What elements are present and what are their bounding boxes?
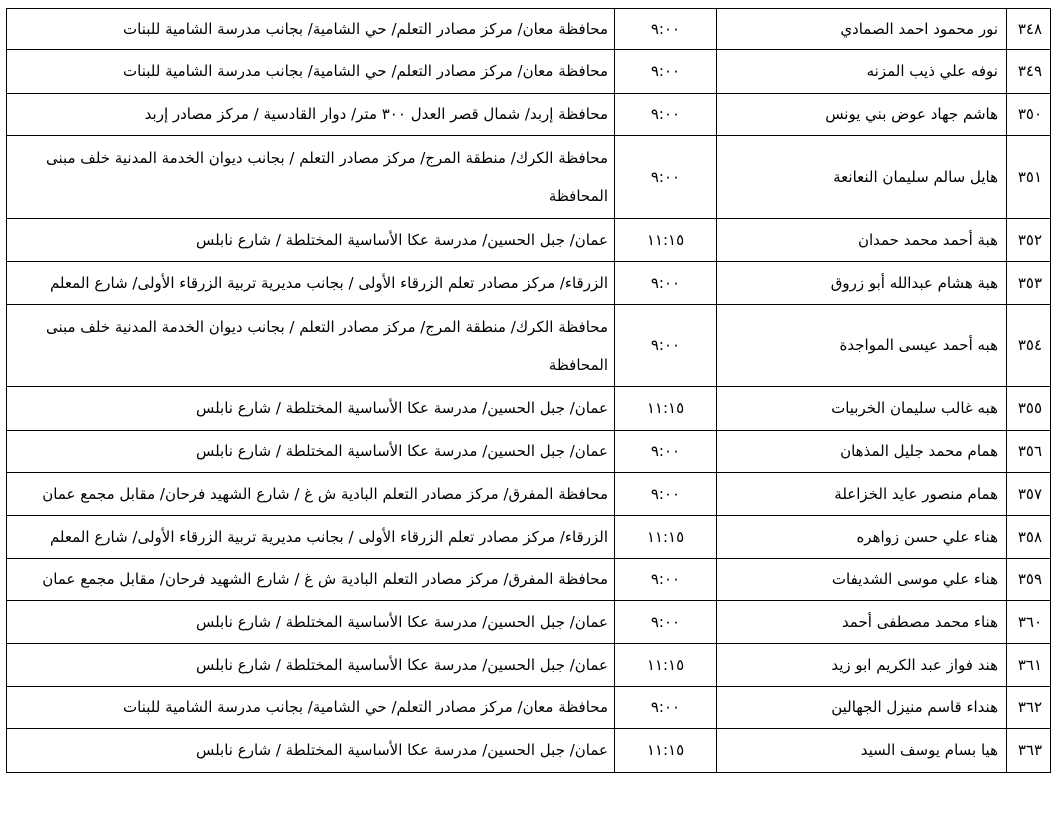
table-row [7, 9, 1051, 50]
candidate-name: هناء علي حسن زواهره [717, 516, 1007, 559]
exam-time: ١١:١٥ [615, 387, 717, 431]
table-row [7, 136, 1051, 219]
exam-time: ٩:٠٠ [615, 559, 717, 601]
table-row [7, 50, 1051, 94]
exam-time: ١١:١٥ [615, 729, 717, 773]
candidate-name: هبة أحمد محمد حمدان [717, 219, 1007, 262]
exam-location: محافظة المفرق/ مركز مصادر التعلم البادية ش غ / شارع الشهيد فرحان/ مقابل مجمع عمان [7, 559, 615, 601]
row-number: ٣٥١ [1007, 136, 1051, 219]
table-row [7, 559, 1051, 601]
exam-location: محافظة معان/ مركز مصادر التعلم/ حي الشامية/ بجانب مدرسة الشامية للبنات [7, 9, 615, 50]
candidate-name: هبه غالب سليمان الخربيات [717, 387, 1007, 431]
exam-location: الزرقاء/ مركز مصادر تعلم الزرقاء الأولى / بجانب مديرية تربية الزرقاء الأولى/ شارع المعلم [7, 262, 615, 305]
candidate-name: هايل سالم سليمان النعانعة [717, 136, 1007, 219]
exam-time: ٩:٠٠ [615, 50, 717, 94]
candidate-name: هبه أحمد عيسى المواجدة [717, 305, 1007, 387]
row-number: ٣٦٢ [1007, 687, 1051, 729]
exam-time: ٩:٠٠ [615, 9, 717, 50]
exam-location: عمان/ جبل الحسين/ مدرسة عكا الأساسية المختلطة / شارع نابلس [7, 644, 615, 687]
table-row [7, 516, 1051, 559]
candidate-name: هناء علي موسى الشديفات [717, 559, 1007, 601]
row-number: ٣٦٣ [1007, 729, 1051, 773]
row-number: ٣٥٧ [1007, 473, 1051, 516]
candidate-name: هبة هشام عبدالله أبو زروق [717, 262, 1007, 305]
table-row [7, 219, 1051, 262]
row-number: ٣٦١ [1007, 644, 1051, 687]
exam-location: عمان/ جبل الحسين/ مدرسة عكا الأساسية المختلطة / شارع نابلس [7, 219, 615, 262]
row-number: ٣٥٥ [1007, 387, 1051, 431]
exam-location: محافظة الكرك/ منطقة المرج/ مركز مصادر التعلم / بجانب ديوان الخدمة المدنية خلف مبنى المحافظة [7, 136, 615, 219]
exam-location: محافظة معان/ مركز مصادر التعلم/ حي الشامية/ بجانب مدرسة الشامية للبنات [7, 687, 615, 729]
row-number: ٣٥٢ [1007, 219, 1051, 262]
candidate-name: نوفه علي ذيب المزنه [717, 50, 1007, 94]
row-number: ٣٥٣ [1007, 262, 1051, 305]
row-number: ٣٦٠ [1007, 601, 1051, 644]
candidate-name: هناء محمد مصطفى أحمد [717, 601, 1007, 644]
exam-location: عمان/ جبل الحسين/ مدرسة عكا الأساسية المختلطة / شارع نابلس [7, 729, 615, 773]
table-row [7, 262, 1051, 305]
table-row [7, 94, 1051, 136]
exam-location: محافظة معان/ مركز مصادر التعلم/ حي الشامية/ بجانب مدرسة الشامية للبنات [7, 50, 615, 94]
row-number: ٣٤٨ [1007, 9, 1051, 50]
exam-time: ١١:١٥ [615, 516, 717, 559]
exam-location: محافظة إربد/ شمال قصر العدل ٣٠٠ متر/ دوار القادسية / مركز مصادر إربد [7, 94, 615, 136]
candidate-name: هنداء قاسم منيزل الجهالين [717, 687, 1007, 729]
exam-time: ١١:١٥ [615, 219, 717, 262]
table-row [7, 644, 1051, 687]
table-row [7, 729, 1051, 773]
row-number: ٣٥٦ [1007, 431, 1051, 473]
exam-location: عمان/ جبل الحسين/ مدرسة عكا الأساسية المختلطة / شارع نابلس [7, 601, 615, 644]
row-number: ٣٤٩ [1007, 50, 1051, 94]
exam-time: ٩:٠٠ [615, 262, 717, 305]
table-row [7, 387, 1051, 431]
candidate-name: همام منصور عايد الخزاعلة [717, 473, 1007, 516]
exam-time: ٩:٠٠ [615, 687, 717, 729]
table-row [7, 473, 1051, 516]
exam-time: ٩:٠٠ [615, 305, 717, 387]
exam-location: محافظة الكرك/ منطقة المرج/ مركز مصادر التعلم / بجانب ديوان الخدمة المدنية خلف مبنى المحافظة [7, 305, 615, 387]
table-row [7, 305, 1051, 387]
exam-location: عمان/ جبل الحسين/ مدرسة عكا الأساسية المختلطة / شارع نابلس [7, 431, 615, 473]
exam-time: ١١:١٥ [615, 644, 717, 687]
exam-time: ٩:٠٠ [615, 431, 717, 473]
exam-time: ٩:٠٠ [615, 473, 717, 516]
exam-time: ٩:٠٠ [615, 94, 717, 136]
exam-time: ٩:٠٠ [615, 601, 717, 644]
row-number: ٣٥٨ [1007, 516, 1051, 559]
exam-schedule-table [6, 8, 1051, 773]
candidate-name: نور محمود احمد الصمادي [717, 9, 1007, 50]
candidate-name: هاشم جهاد عوض بني يونس [717, 94, 1007, 136]
row-number: ٣٥٩ [1007, 559, 1051, 601]
table-row [7, 687, 1051, 729]
candidate-name: همام محمد جليل المذهان [717, 431, 1007, 473]
exam-location: عمان/ جبل الحسين/ مدرسة عكا الأساسية المختلطة / شارع نابلس [7, 387, 615, 431]
table-row [7, 601, 1051, 644]
exam-location: الزرقاء/ مركز مصادر تعلم الزرقاء الأولى / بجانب مديرية تربية الزرقاء الأولى/ شارع المعلم [7, 516, 615, 559]
row-number: ٣٥٤ [1007, 305, 1051, 387]
exam-time: ٩:٠٠ [615, 136, 717, 219]
exam-location: محافظة المفرق/ مركز مصادر التعلم البادية ش غ / شارع الشهيد فرحان/ مقابل مجمع عمان [7, 473, 615, 516]
candidate-name: هيا بسام يوسف السيد [717, 729, 1007, 773]
row-number: ٣٥٠ [1007, 94, 1051, 136]
candidate-name: هند فواز عبد الكريم ابو زيد [717, 644, 1007, 687]
table-row [7, 431, 1051, 473]
